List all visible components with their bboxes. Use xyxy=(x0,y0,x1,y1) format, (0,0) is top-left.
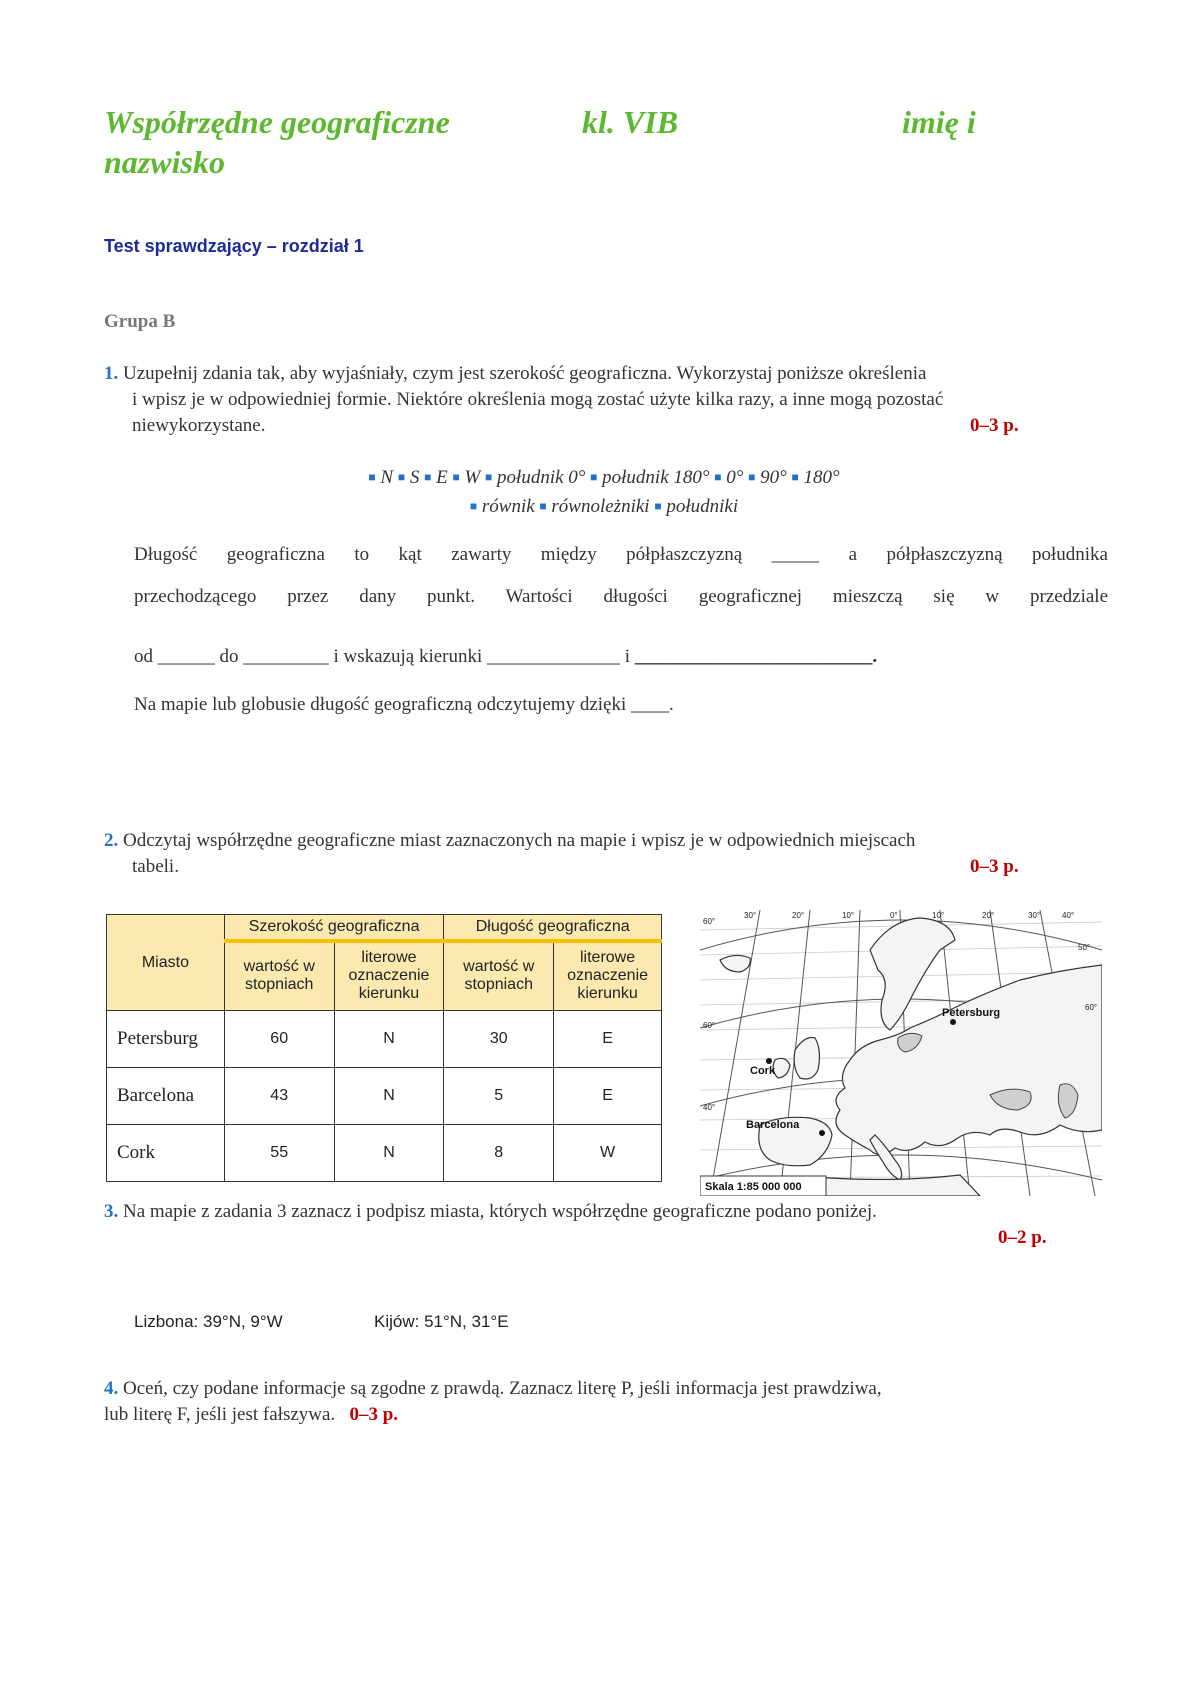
map-marker-cork xyxy=(766,1058,772,1064)
cell-lat-dir[interactable]: N xyxy=(334,1125,444,1182)
q1-text-line1: Uzupełnij zdania tak, aby wyjaśniały, czym jest szerokość geograficzna. Wykorzystaj poniższe określenia xyxy=(123,363,927,384)
map-lon-tick: 0° xyxy=(890,911,898,920)
cell-lon[interactable]: 30 xyxy=(444,1011,554,1068)
cell-lat-dir[interactable]: N xyxy=(334,1068,444,1125)
coordinates-table xyxy=(106,914,662,1182)
cell-lat[interactable]: 60 xyxy=(224,1011,334,1068)
map-lon-tick: 30° xyxy=(1028,911,1041,920)
map-lon-tick: 10° xyxy=(932,911,945,920)
word-meridians: południki xyxy=(666,496,739,517)
doc-title: Współrzędne geograficzne xyxy=(104,104,450,140)
cell-city: Cork xyxy=(107,1125,225,1182)
q1-instructions xyxy=(104,361,1104,439)
map-lon-tick: 50° xyxy=(1078,943,1091,952)
table-row xyxy=(107,1068,662,1125)
q1-para-line2: przechodzącego przez dany punkt. Wartości długości geograficznej mieszczą się w przedziale xyxy=(134,586,1108,607)
q1-number: 1. xyxy=(104,363,119,384)
word-0deg: 0° xyxy=(726,467,744,488)
q1-para-line3a: od ______ do _________ i wskazują kierunki ______________ i xyxy=(134,646,635,667)
map-lon-tick: 20° xyxy=(792,911,805,920)
cell-lon[interactable]: 5 xyxy=(444,1068,554,1125)
q1-word-bank xyxy=(104,463,1104,521)
cell-lon-dir[interactable]: E xyxy=(554,1011,662,1068)
q4-number: 4. xyxy=(104,1378,119,1399)
word-90deg: 90° xyxy=(760,467,787,488)
q1-text-line3: niewykorzystane. xyxy=(132,415,266,436)
q1-para-line1: Długość geograficzna to kąt zawarty między półpłaszczyzną _____ a półpłaszczyzną południka xyxy=(134,544,1108,565)
word-equator: równik xyxy=(481,496,535,517)
col-header-longitude: Długość geograficzna xyxy=(444,915,662,941)
word-W: W xyxy=(464,467,481,488)
test-subtitle: Test sprawdzający – rozdział 1 xyxy=(104,236,364,256)
europe-map[interactable] xyxy=(700,910,1102,1196)
q2-text-line2: tabeli. xyxy=(132,856,179,877)
map-lon-tick: 40° xyxy=(1062,911,1075,920)
cell-lon-dir[interactable]: E xyxy=(554,1068,662,1125)
q1-para2: Na mapie lub globusie długość geograficzną odczytujemy dzięki ____. xyxy=(134,694,674,715)
cell-lon-dir[interactable]: W xyxy=(554,1125,662,1182)
word-N: N xyxy=(380,467,394,488)
table-row xyxy=(107,1011,662,1068)
map-lon-tick: 30° xyxy=(744,911,757,920)
europe-map-svg xyxy=(700,910,1102,1196)
q2-points: 0–3 p. xyxy=(970,856,1019,877)
map-lat-tick: 60° xyxy=(703,1021,716,1030)
col-header-city: Miasto xyxy=(107,915,225,1011)
q2-number: 2. xyxy=(104,830,119,851)
q3-number: 3. xyxy=(104,1201,119,1222)
q1-text-line2: i wpisz je w odpowiedniej formie. Niektóre określenia mogą zostać użyte kilka razy, a inne mogą pozostać xyxy=(132,389,944,410)
q3-text: Na mapie z zadania 3 zaznacz i podpisz miasta, których współrzędne geograficzne podano poniżej. xyxy=(123,1201,877,1222)
map-lat-tick: 40° xyxy=(703,1103,716,1112)
word-E: E xyxy=(436,467,448,488)
map-marker-barcelona xyxy=(819,1130,825,1136)
cell-lat[interactable]: 43 xyxy=(224,1068,334,1125)
q4-points: 0–3 p. xyxy=(349,1404,399,1425)
map-lat-tick: 60° xyxy=(703,917,716,926)
col-header-lon-value: wartość w stopniach xyxy=(444,941,554,1011)
q2-text-line1: Odczytaj współrzędne geograficzne miast zaznaczonych na mapie i wpisz je w odpowiednich miejscach xyxy=(123,830,916,851)
q1-para-line3 xyxy=(134,646,1108,668)
q3-instructions xyxy=(104,1199,1104,1251)
cell-city: Petersburg xyxy=(107,1011,225,1068)
col-header-lat-dir: literowe oznaczenie kierunku xyxy=(334,941,444,1011)
q3-city-lisbon: Lizbona: 39°N, 9°W xyxy=(134,1312,283,1331)
map-scale: Skala 1:85 000 000 xyxy=(705,1181,802,1193)
col-header-latitude: Szerokość geograficzna xyxy=(224,915,444,941)
word-180deg: 180° xyxy=(803,467,840,488)
word-bank-row1: ■ N ■ S ■ E ■ W ■ południk 0° ■ południk 180° ■ 0° ■ 90° ■ 180° xyxy=(368,467,840,488)
q3-city-kyiv: Kijów: 51°N, 31°E xyxy=(374,1312,509,1331)
class-label: kl. VIB xyxy=(582,104,679,140)
q4-text-line1: Oceń, czy podane informacje są zgodne z prawdą. Zaznacz literę P, jeśli informacja jest prawdziwa, xyxy=(123,1378,882,1399)
word-S: S xyxy=(409,467,420,488)
q1-para-line3b: _________________________. xyxy=(634,646,878,667)
group-label: Grupa B xyxy=(104,311,176,332)
map-label-barcelona: Barcelona xyxy=(746,1119,800,1131)
word-meridian-0: południk 0° xyxy=(497,467,586,488)
q1-points: 0–3 p. xyxy=(970,415,1019,436)
cell-city: Barcelona xyxy=(107,1068,225,1125)
word-meridian-180: południk 180° xyxy=(602,467,710,488)
map-label-petersburg: Petersburg xyxy=(942,1007,1001,1019)
col-header-lon-dir: literowe oznaczenie kierunku xyxy=(554,941,662,1011)
q3-points: 0–2 p. xyxy=(998,1227,1047,1248)
word-bank-row2: ■ równik ■ równoleżniki ■ południki xyxy=(469,496,739,517)
name-label: imię i xyxy=(902,104,976,140)
map-label-cork: Cork xyxy=(750,1065,776,1077)
map-lon-tick: 20° xyxy=(982,911,995,920)
map-lon-tick: 60° xyxy=(1085,1003,1098,1012)
q4-instructions xyxy=(104,1376,1104,1428)
map-marker-petersburg xyxy=(950,1019,956,1025)
q2-instructions xyxy=(104,828,1104,880)
q4-text-line2: lub literę F, jeśli jest fałszywa. xyxy=(104,1404,336,1425)
cell-lat-dir[interactable]: N xyxy=(334,1011,444,1068)
table-row xyxy=(107,1125,662,1182)
col-header-lat-value: wartość w stopniach xyxy=(224,941,334,1011)
name-label-2: nazwisko xyxy=(104,144,225,180)
cell-lat[interactable]: 55 xyxy=(224,1125,334,1182)
cell-lon[interactable]: 8 xyxy=(444,1125,554,1182)
map-lon-tick: 10° xyxy=(842,911,855,920)
word-parallels: równoleżniki xyxy=(551,496,650,517)
